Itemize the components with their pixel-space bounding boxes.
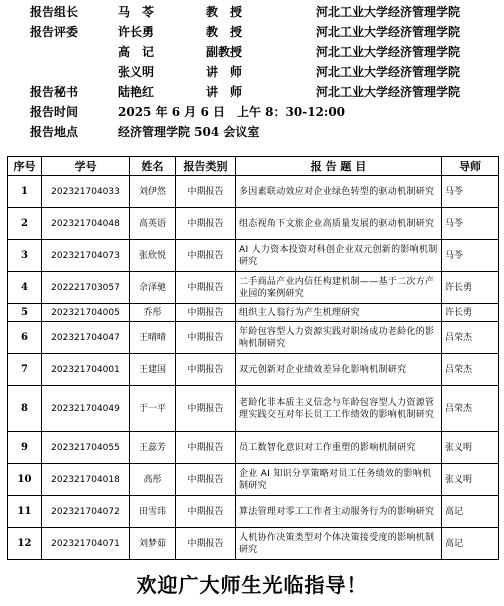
cell-topic: 双元创新对企业绩效差异化影响机制研究 bbox=[236, 354, 442, 386]
cell-topic: 二手商品产业内信任构建机制——基于二次方产业园的案例研究 bbox=[236, 272, 442, 304]
cell-student-id: 202321704005 bbox=[42, 304, 130, 322]
committee-row bbox=[0, 62, 504, 82]
cell-type: 中期报告 bbox=[176, 208, 236, 240]
member-title: 讲 师 bbox=[206, 65, 243, 79]
cell-no: 12 bbox=[8, 528, 42, 560]
table-header-row bbox=[8, 157, 499, 176]
cell-name: 佘泽驰 bbox=[130, 272, 176, 304]
header-no: 序号 bbox=[8, 157, 42, 176]
cell-advisor: 马苓 bbox=[442, 208, 499, 240]
cell-no: 8 bbox=[8, 386, 42, 432]
cell-student-id: 202321704033 bbox=[42, 176, 130, 208]
cell-advisor: 吕荣杰 bbox=[442, 386, 499, 432]
cell-advisor: 许长勇 bbox=[442, 272, 499, 304]
cell-student-id: 202321704071 bbox=[42, 528, 130, 560]
cell-name: 高彤 bbox=[130, 464, 176, 496]
cell-name: 乔彤 bbox=[130, 304, 176, 322]
time-label: 报告时间 bbox=[30, 105, 79, 119]
time-row bbox=[0, 102, 504, 122]
member-title: 讲 师 bbox=[206, 85, 243, 99]
cell-advisor: 许长勇 bbox=[442, 304, 499, 322]
cell-type: 中期报告 bbox=[176, 432, 236, 464]
table-row bbox=[8, 528, 499, 560]
cell-topic: 年龄包容型人力资源实践对职场成功老龄化的影响机制研究 bbox=[236, 322, 442, 354]
cell-topic: 企业 AI 知识分享策略对员工任务绩效的影响机制研究 bbox=[236, 464, 442, 496]
table-row bbox=[8, 240, 499, 272]
cell-no: 11 bbox=[8, 496, 42, 528]
cell-student-id: 202321704049 bbox=[42, 386, 130, 432]
table-row bbox=[8, 432, 499, 464]
welcome-message: 欢迎广大师生光临指导！ bbox=[136, 573, 368, 597]
member-name: 陆艳红 bbox=[118, 85, 155, 99]
cell-name: 田雪玮 bbox=[130, 496, 176, 528]
member-title: 副教授 bbox=[206, 45, 243, 59]
cell-topic: AI 人力资本投资对科创企业双元创新的影响机制研究 bbox=[236, 240, 442, 272]
committee-row bbox=[0, 82, 504, 102]
cell-student-id: 202321704073 bbox=[42, 240, 130, 272]
table-row bbox=[8, 354, 499, 386]
cell-no: 7 bbox=[8, 354, 42, 386]
cell-student-id: 202321704018 bbox=[42, 464, 130, 496]
time-value: 2025 年 6 月 6 日 上午 8：30-12:00 bbox=[118, 105, 346, 119]
table-row bbox=[8, 496, 499, 528]
committee-row bbox=[0, 22, 504, 42]
member-institution: 河北工业大学经济管理学院 bbox=[316, 5, 461, 19]
cell-student-id: 202321704047 bbox=[42, 322, 130, 354]
cell-topic: 老龄化非本质主义信念与年龄包容型人力资源管理实践交互对年长员工工作绩效的影响机制研究 bbox=[236, 386, 442, 432]
place-value: 经济管理学院 504 会议室 bbox=[118, 125, 260, 139]
member-institution: 河北工业大学经济管理学院 bbox=[316, 25, 461, 39]
member-name: 马 苓 bbox=[118, 5, 155, 19]
table-row bbox=[8, 386, 499, 432]
header-advisor: 导师 bbox=[442, 157, 499, 176]
cell-topic: 多因素联动效应对企业绿色转型的驱动机制研究 bbox=[236, 176, 442, 208]
cell-name: 王晴晴 bbox=[130, 322, 176, 354]
cell-type: 中期报告 bbox=[176, 496, 236, 528]
cell-advisor: 吕荣杰 bbox=[442, 322, 499, 354]
place-row bbox=[0, 122, 504, 142]
cell-no: 9 bbox=[8, 432, 42, 464]
cell-advisor: 马苓 bbox=[442, 240, 499, 272]
member-institution: 河北工业大学经济管理学院 bbox=[316, 85, 461, 99]
cell-student-id: 202321704001 bbox=[42, 354, 130, 386]
table-row bbox=[8, 176, 499, 208]
cell-student-id: 202321704072 bbox=[42, 496, 130, 528]
cell-topic: 组态视角下文旅企业高质量发展的驱动机制研究 bbox=[236, 208, 442, 240]
member-title: 教 授 bbox=[206, 25, 243, 39]
cell-advisor: 高记 bbox=[442, 528, 499, 560]
cell-no: 3 bbox=[8, 240, 42, 272]
place-label: 报告地点 bbox=[30, 125, 79, 139]
cell-type: 中期报告 bbox=[176, 176, 236, 208]
cell-advisor: 张义明 bbox=[442, 432, 499, 464]
cell-topic: 人机协作决策类型对个体决策接受度的影响机制研究 bbox=[236, 528, 442, 560]
header-name: 姓名 bbox=[130, 157, 176, 176]
cell-student-id: 202321704048 bbox=[42, 208, 130, 240]
table-row bbox=[8, 208, 499, 240]
row-label: 报告秘书 bbox=[30, 85, 79, 99]
member-name: 高 记 bbox=[118, 45, 155, 59]
table-row bbox=[8, 322, 499, 354]
cell-type: 中期报告 bbox=[176, 528, 236, 560]
cell-type: 中期报告 bbox=[176, 354, 236, 386]
member-name: 张义明 bbox=[118, 65, 155, 79]
cell-type: 中期报告 bbox=[176, 272, 236, 304]
cell-name: 高英语 bbox=[130, 208, 176, 240]
cell-name: 刘伊然 bbox=[130, 176, 176, 208]
cell-student-id: 202221703057 bbox=[42, 272, 130, 304]
table-row bbox=[8, 464, 499, 496]
schedule-table bbox=[7, 156, 499, 560]
cell-type: 中期报告 bbox=[176, 464, 236, 496]
cell-no: 2 bbox=[8, 208, 42, 240]
table-row bbox=[8, 304, 499, 322]
header-topic: 报 告 题 目 bbox=[236, 157, 442, 176]
cell-student-id: 202321704055 bbox=[42, 432, 130, 464]
cell-no: 5 bbox=[8, 304, 42, 322]
cell-topic: 员工数智化意识对工作重塑的影响机制研究 bbox=[236, 432, 442, 464]
member-institution: 河北工业大学经济管理学院 bbox=[316, 45, 461, 59]
cell-advisor: 马苓 bbox=[442, 176, 499, 208]
header-student-id: 学号 bbox=[42, 157, 130, 176]
cell-name: 王建国 bbox=[130, 354, 176, 386]
cell-advisor: 高记 bbox=[442, 496, 499, 528]
cell-type: 中期报告 bbox=[176, 240, 236, 272]
cell-name: 张欣悦 bbox=[130, 240, 176, 272]
cell-name: 刘梦茹 bbox=[130, 528, 176, 560]
cell-no: 1 bbox=[8, 176, 42, 208]
cell-no: 4 bbox=[8, 272, 42, 304]
table-row bbox=[8, 272, 499, 304]
cell-name: 王蕊芳 bbox=[130, 432, 176, 464]
member-name: 许长勇 bbox=[118, 25, 155, 39]
cell-type: 中期报告 bbox=[176, 304, 236, 322]
committee-row bbox=[0, 2, 504, 22]
cell-advisor: 张义明 bbox=[442, 464, 499, 496]
cell-no: 6 bbox=[8, 322, 42, 354]
header-type: 报告类别 bbox=[176, 157, 236, 176]
cell-type: 中期报告 bbox=[176, 322, 236, 354]
member-institution: 河北工业大学经济管理学院 bbox=[316, 65, 461, 79]
committee-row bbox=[0, 42, 504, 62]
cell-topic: 算法管理对零工工作者主动服务行为的影响研究 bbox=[236, 496, 442, 528]
cell-topic: 组织主人翁行为产生机理研究 bbox=[236, 304, 442, 322]
cell-no: 10 bbox=[8, 464, 42, 496]
cell-name: 于一平 bbox=[130, 386, 176, 432]
row-label: 报告评委 bbox=[30, 25, 79, 39]
member-title: 教 授 bbox=[206, 5, 243, 19]
cell-advisor: 吕荣杰 bbox=[442, 354, 499, 386]
committee-info bbox=[0, 0, 504, 150]
row-label: 报告组长 bbox=[30, 5, 79, 19]
cell-type: 中期报告 bbox=[176, 386, 236, 432]
